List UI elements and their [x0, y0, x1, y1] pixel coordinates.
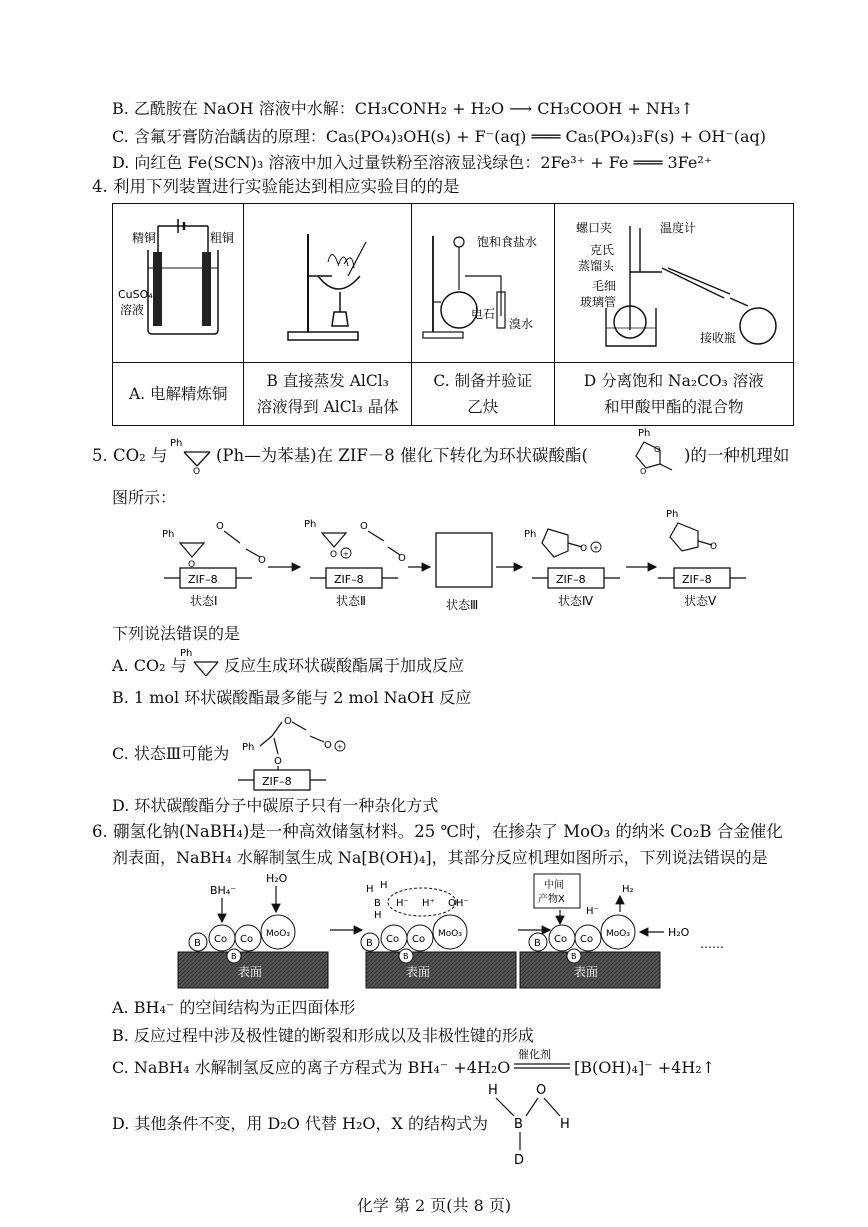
ph-label: Ph: [638, 428, 651, 439]
q5-option-a-part-1: A. CO₂ 与: [112, 656, 187, 675]
label-calcium-carbide: 电石: [470, 307, 495, 321]
svg-text:O: O: [710, 542, 718, 552]
svg-text:B: B: [374, 898, 381, 909]
q6-mechanism-diagram: [170, 870, 750, 992]
state-3-candidate-structure: [232, 708, 362, 792]
catalyst-arrow: [512, 1048, 572, 1078]
svg-text:MoO₃: MoO₃: [266, 929, 290, 939]
svg-text:B: B: [403, 952, 409, 961]
state-1-label: 状态Ⅰ: [190, 594, 218, 608]
svg-text:O: O: [258, 555, 266, 566]
svg-text:Co: Co: [386, 934, 400, 945]
svg-text:Ph: Ph: [666, 509, 679, 520]
svg-text:MoO₃: MoO₃: [438, 929, 462, 939]
svg-text:O: O: [398, 553, 406, 564]
apparatus-d: [554, 204, 793, 363]
q3-option-c: C. 含氟牙膏防治龋齿的原理：Ca₅(PO₄)₃OH(s) + F⁻(aq) ═══ Ca₅(PO₄)₃F(s) + OH⁻(aq): [112, 127, 767, 146]
state-2: [304, 519, 406, 608]
svg-text:B: B: [366, 938, 373, 949]
epoxide-structure-stem: [166, 434, 214, 474]
o-atom: O: [654, 445, 661, 454]
svg-text:B: B: [534, 938, 541, 949]
q3-option-d: D. 向红色 Fe(SCN)₃ 溶液中加入过量铁粉至溶液显浅绿色：2Fe³⁺ + Fe ═══ 3Fe²⁺: [112, 153, 713, 172]
svg-text:H: H: [366, 884, 374, 895]
o-atom: O: [640, 467, 647, 476]
state-3-label: 状态Ⅲ: [446, 598, 479, 612]
intermediate-label-2: 产物X: [538, 894, 565, 905]
q6-panel-2: [361, 880, 516, 988]
q4-apparatus-table: [112, 203, 794, 426]
svg-text:表面: 表面: [238, 965, 263, 979]
state-1: [162, 521, 266, 608]
svg-text:OH⁻: OH⁻: [448, 898, 469, 909]
label-crude-copper: 粗铜: [210, 231, 235, 245]
caption-d: D 分离饱和 Na₂CO₃ 溶液 和甲酸甲酯的混合物: [554, 363, 793, 426]
svg-text:Co: Co: [214, 934, 228, 945]
svg-text:B: B: [194, 938, 201, 949]
svg-text:O: O: [188, 560, 196, 570]
svg-text:表面: 表面: [406, 965, 431, 979]
x-structural-formula: [480, 1078, 580, 1170]
svg-text:表面: 表面: [574, 965, 599, 979]
q5-stem-part-d: 图所示：: [112, 488, 177, 507]
q5-option-a-part-2: 反应生成环状碳酸酯属于加成反应: [224, 656, 465, 675]
svg-text:Ph: Ph: [242, 742, 255, 753]
svg-text:B: B: [514, 1117, 523, 1132]
label-solution: 溶液: [120, 303, 145, 317]
q6-option-c-part-2: [B(OH)₄]⁻ +4H₂↑: [574, 1058, 716, 1077]
q5-option-c: C. 状态Ⅲ可能为: [112, 744, 230, 763]
label-thermometer: 温度计: [659, 221, 696, 235]
svg-text:H⁻: H⁻: [396, 898, 409, 909]
state-3: [436, 533, 492, 612]
q6-option-b: B. 反应过程中涉及极性键的断裂和形成以及非极性键的形成: [112, 1026, 534, 1045]
q6-panel-3: [520, 874, 724, 988]
svg-text:Co: Co: [240, 934, 254, 945]
svg-text:B: B: [231, 952, 237, 961]
intermediate-label-1: 中间: [544, 880, 564, 891]
state-2-label: 状态Ⅱ: [336, 594, 366, 608]
q6-panel-1: [178, 872, 328, 988]
svg-text:O: O: [284, 716, 292, 727]
svg-text:……: ……: [700, 937, 724, 951]
q5-stem-part-c: )的一种机理如: [684, 446, 790, 465]
label-receiver: 接收瓶: [699, 331, 736, 345]
label-pure-copper: 精铜: [132, 231, 157, 245]
page-footer: 化学 第 2 页(共 8 页): [356, 1196, 512, 1215]
apparatus-b: [244, 204, 412, 363]
caption-c: C. 制备并验证 乙炔: [411, 363, 554, 426]
svg-text:ZIF–8: ZIF–8: [556, 573, 586, 586]
svg-text:H: H: [560, 1117, 570, 1132]
svg-text:Ph: Ph: [180, 648, 193, 659]
svg-text:+: +: [343, 550, 349, 558]
label-brine: 饱和食盐水: [476, 235, 537, 249]
svg-text:O: O: [360, 521, 368, 532]
caption-b: B 直接蒸发 AlCl₃ 溶液得到 AlCl₃ 晶体: [244, 363, 412, 426]
svg-text:O: O: [216, 521, 224, 532]
svg-text:MoO₃: MoO₃: [606, 929, 630, 939]
svg-text:O: O: [330, 550, 338, 560]
q6-option-c-part-1: C. NaBH₄ 水解制氢反应的离子方程式为 BH₄⁻ +4H₂O: [112, 1058, 511, 1077]
o-atom: O: [193, 467, 201, 474]
svg-text:O: O: [536, 1083, 547, 1098]
label-capillary-2: 玻璃管: [579, 295, 616, 309]
apparatus-a: [113, 204, 244, 363]
q6-stem-line-2: 剂表面，NaBH₄ 水解制氢生成 Na[B(OH)₄]，其部分反应机理如图所示，下列说法错误的是: [112, 848, 768, 867]
svg-text:D: D: [514, 1153, 525, 1168]
svg-text:H: H: [374, 910, 382, 921]
state-5: [658, 509, 746, 608]
svg-text:O: O: [324, 740, 332, 751]
epoxide-structure-option-a: [178, 646, 222, 682]
svg-text:BH₄⁻: BH₄⁻: [210, 884, 237, 897]
q3-option-b: B. 乙酰胺在 NaOH 溶液中水解：CH₃CONH₂ + H₂O ⟶ CH₃COOH + NH₃↑: [112, 99, 694, 118]
svg-text:Co: Co: [580, 934, 594, 945]
q6-stem-line-1: 6. 硼氢化钠(NaBH₄)是一种高效储氢材料。25 ℃时，在掺杂了 MoO₃ 的纳米 Co₂B 合金催化: [92, 822, 783, 841]
q6-option-a: A. BH₄⁻ 的空间结构为正四面体形: [112, 998, 356, 1017]
svg-text:ZIF–8: ZIF–8: [334, 573, 364, 586]
caption-a: A. 电解精炼铜: [113, 363, 244, 426]
state-5-label: 状态Ⅴ: [684, 594, 717, 608]
state-4-label: 状态Ⅳ: [558, 594, 594, 608]
q5-question: 下列说法错误的是: [112, 624, 241, 643]
svg-text:ZIF–8: ZIF–8: [682, 573, 712, 586]
label-claisen-2: 蒸馏头: [577, 259, 614, 273]
svg-text:H⁺: H⁺: [422, 898, 435, 909]
q5-stem-part-a: 5. CO₂ 与: [92, 446, 168, 465]
svg-text:Ph: Ph: [524, 529, 537, 540]
label-capillary-1: 毛细: [591, 279, 616, 293]
svg-text:H⁻: H⁻: [586, 906, 599, 917]
ph-label: Ph: [170, 438, 183, 449]
q5-stem-part-b: (Ph—为苯基)在 ZIF－8 催化下转化为环状碳酸酯(: [216, 446, 588, 465]
svg-text:ZIF–8: ZIF–8: [188, 573, 218, 586]
svg-text:Ph: Ph: [162, 529, 175, 540]
svg-text:+: +: [593, 544, 599, 552]
q5-mechanism-diagram: [150, 505, 780, 615]
label-claisen-1: 克氏: [589, 243, 614, 257]
svg-text:Co: Co: [412, 934, 426, 945]
svg-text:O: O: [580, 544, 588, 554]
apparatus-c: [411, 204, 554, 363]
svg-text:O: O: [274, 756, 282, 767]
svg-text:B: B: [571, 952, 577, 961]
svg-text:H₂O: H₂O: [668, 926, 690, 939]
svg-text:H: H: [488, 1083, 498, 1098]
q6-option-d: D. 其他条件不变，用 D₂O 代替 H₂O，X 的结构式为: [112, 1114, 489, 1133]
svg-text:Co: Co: [554, 934, 568, 945]
catalyst-label: 催化剂: [518, 1048, 551, 1061]
svg-text:+: +: [337, 743, 343, 751]
label-screw-clamp: 螺口夹: [575, 221, 612, 235]
q5-option-b: B. 1 mol 环状碳酸酯最多能与 2 mol NaOH 反应: [112, 688, 472, 707]
q4-stem: 4. 利用下列装置进行实验能达到相应实验目的的是: [92, 177, 460, 196]
cyclic-carbonate-structure-stem: [624, 424, 680, 480]
label-bromine-water: 溴水: [508, 317, 533, 331]
q5-option-d: D. 环状碳酸酯分子中碳原子只有一种杂化方式: [112, 796, 439, 815]
label-cuso4: CuSO₄: [118, 288, 153, 301]
svg-text:H₂O: H₂O: [266, 872, 288, 885]
svg-text:ZIF–8: ZIF–8: [262, 775, 292, 788]
state-4: [524, 529, 620, 608]
svg-text:H₂: H₂: [622, 884, 634, 895]
svg-text:H: H: [380, 880, 388, 891]
svg-text:Ph: Ph: [304, 519, 317, 530]
